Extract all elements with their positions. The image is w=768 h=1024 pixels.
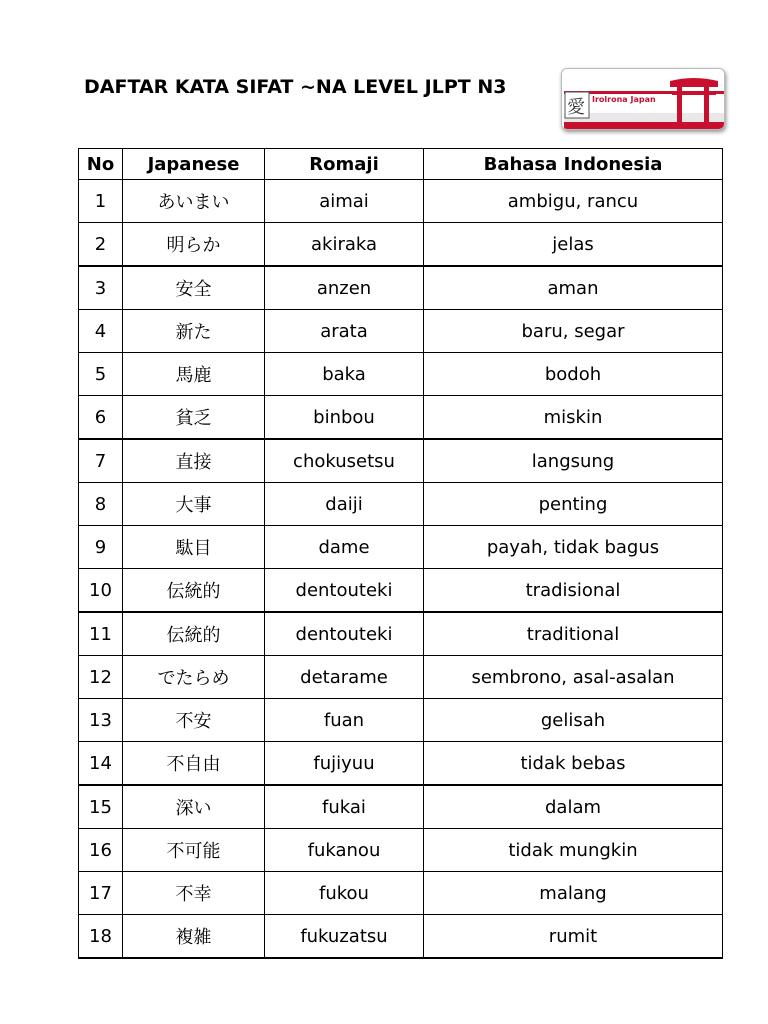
cell-japanese: 新た (123, 310, 265, 353)
logo-text: Irolrona Japan (592, 95, 656, 104)
cell-no: 7 (79, 439, 123, 483)
cell-romaji: binbou (265, 396, 424, 440)
table-row (79, 656, 723, 699)
column-header-romaji: Romaji (265, 149, 424, 180)
table-row (79, 785, 723, 829)
table-row (79, 872, 723, 915)
table-row (79, 742, 723, 786)
column-header-no: No (79, 149, 123, 180)
cell-no: 17 (79, 872, 123, 915)
cell-japanese: 明らか (123, 223, 265, 267)
cell-romaji: chokusetsu (265, 439, 424, 483)
cell-no: 8 (79, 483, 123, 526)
cell-indonesia: baru, segar (424, 310, 723, 353)
cell-romaji: dame (265, 526, 424, 569)
cell-japanese: 深い (123, 785, 265, 829)
logo-kanji: 愛 (567, 97, 585, 118)
cell-no: 12 (79, 656, 123, 699)
cell-romaji: arata (265, 310, 424, 353)
cell-japanese: 駄目 (123, 526, 265, 569)
cell-japanese: 馬鹿 (123, 353, 265, 396)
cell-no: 18 (79, 915, 123, 959)
cell-indonesia: malang (424, 872, 723, 915)
cell-indonesia: traditional (424, 612, 723, 656)
cell-japanese: 直接 (123, 439, 265, 483)
table-row (79, 266, 723, 310)
table-body (79, 180, 723, 959)
cell-no: 2 (79, 223, 123, 267)
table-row (79, 829, 723, 872)
page-title: DAFTAR KATA SIFAT ~NA LEVEL JLPT N3 (84, 76, 507, 98)
cell-indonesia: dalam (424, 785, 723, 829)
table-row (79, 223, 723, 267)
cell-japanese: 複雑 (123, 915, 265, 959)
cell-romaji: fukanou (265, 829, 424, 872)
cell-no: 4 (79, 310, 123, 353)
cell-japanese: 不可能 (123, 829, 265, 872)
cell-no: 1 (79, 180, 123, 223)
cell-romaji: akiraka (265, 223, 424, 267)
table-row (79, 569, 723, 613)
iroirona-japan-logo (561, 68, 725, 130)
table-row (79, 396, 723, 440)
cell-indonesia: rumit (424, 915, 723, 959)
cell-no: 3 (79, 266, 123, 310)
cell-no: 9 (79, 526, 123, 569)
cell-indonesia: tidak bebas (424, 742, 723, 786)
cell-indonesia: tradisional (424, 569, 723, 613)
cell-no: 5 (79, 353, 123, 396)
table-row (79, 180, 723, 223)
table-row (79, 353, 723, 396)
cell-romaji: dentouteki (265, 569, 424, 613)
cell-romaji: fukuzatsu (265, 915, 424, 959)
table-row (79, 439, 723, 483)
cell-japanese: でたらめ (123, 656, 265, 699)
cell-indonesia: gelisah (424, 699, 723, 742)
cell-romaji: dentouteki (265, 612, 424, 656)
cell-romaji: baka (265, 353, 424, 396)
cell-japanese: 伝統的 (123, 569, 265, 613)
cell-no: 11 (79, 612, 123, 656)
cell-indonesia: langsung (424, 439, 723, 483)
cell-japanese: 貧乏 (123, 396, 265, 440)
cell-romaji: detarame (265, 656, 424, 699)
cell-japanese: 伝統的 (123, 612, 265, 656)
cell-indonesia: payah, tidak bagus (424, 526, 723, 569)
cell-no: 13 (79, 699, 123, 742)
cell-indonesia: ambigu, rancu (424, 180, 723, 223)
cell-japanese: 大事 (123, 483, 265, 526)
cell-romaji: fuan (265, 699, 424, 742)
cell-indonesia: miskin (424, 396, 723, 440)
vocabulary-table (78, 148, 723, 959)
cell-romaji: daiji (265, 483, 424, 526)
cell-japanese: 不安 (123, 699, 265, 742)
cell-no: 6 (79, 396, 123, 440)
cell-romaji: aimai (265, 180, 424, 223)
column-header-japanese: Japanese (123, 149, 265, 180)
cell-japanese: 不幸 (123, 872, 265, 915)
cell-indonesia: sembrono, asal-asalan (424, 656, 723, 699)
cell-no: 15 (79, 785, 123, 829)
cell-indonesia: penting (424, 483, 723, 526)
table-row (79, 612, 723, 656)
cell-japanese: 安全 (123, 266, 265, 310)
cell-no: 14 (79, 742, 123, 786)
cell-no: 10 (79, 569, 123, 613)
cell-romaji: fukou (265, 872, 424, 915)
column-header-indonesia: Bahasa Indonesia (424, 149, 723, 180)
table-row (79, 915, 723, 959)
cell-japanese: 不自由 (123, 742, 265, 786)
cell-romaji: anzen (265, 266, 424, 310)
table-row (79, 526, 723, 569)
cell-japanese: あいまい (123, 180, 265, 223)
cell-indonesia: bodoh (424, 353, 723, 396)
cell-romaji: fujiyuu (265, 742, 424, 786)
table-header-row (79, 149, 723, 180)
table-row (79, 310, 723, 353)
table-row (79, 483, 723, 526)
cell-romaji: fukai (265, 785, 424, 829)
cell-no: 16 (79, 829, 123, 872)
cell-indonesia: tidak mungkin (424, 829, 723, 872)
cell-indonesia: jelas (424, 223, 723, 267)
cell-indonesia: aman (424, 266, 723, 310)
table-row (79, 699, 723, 742)
